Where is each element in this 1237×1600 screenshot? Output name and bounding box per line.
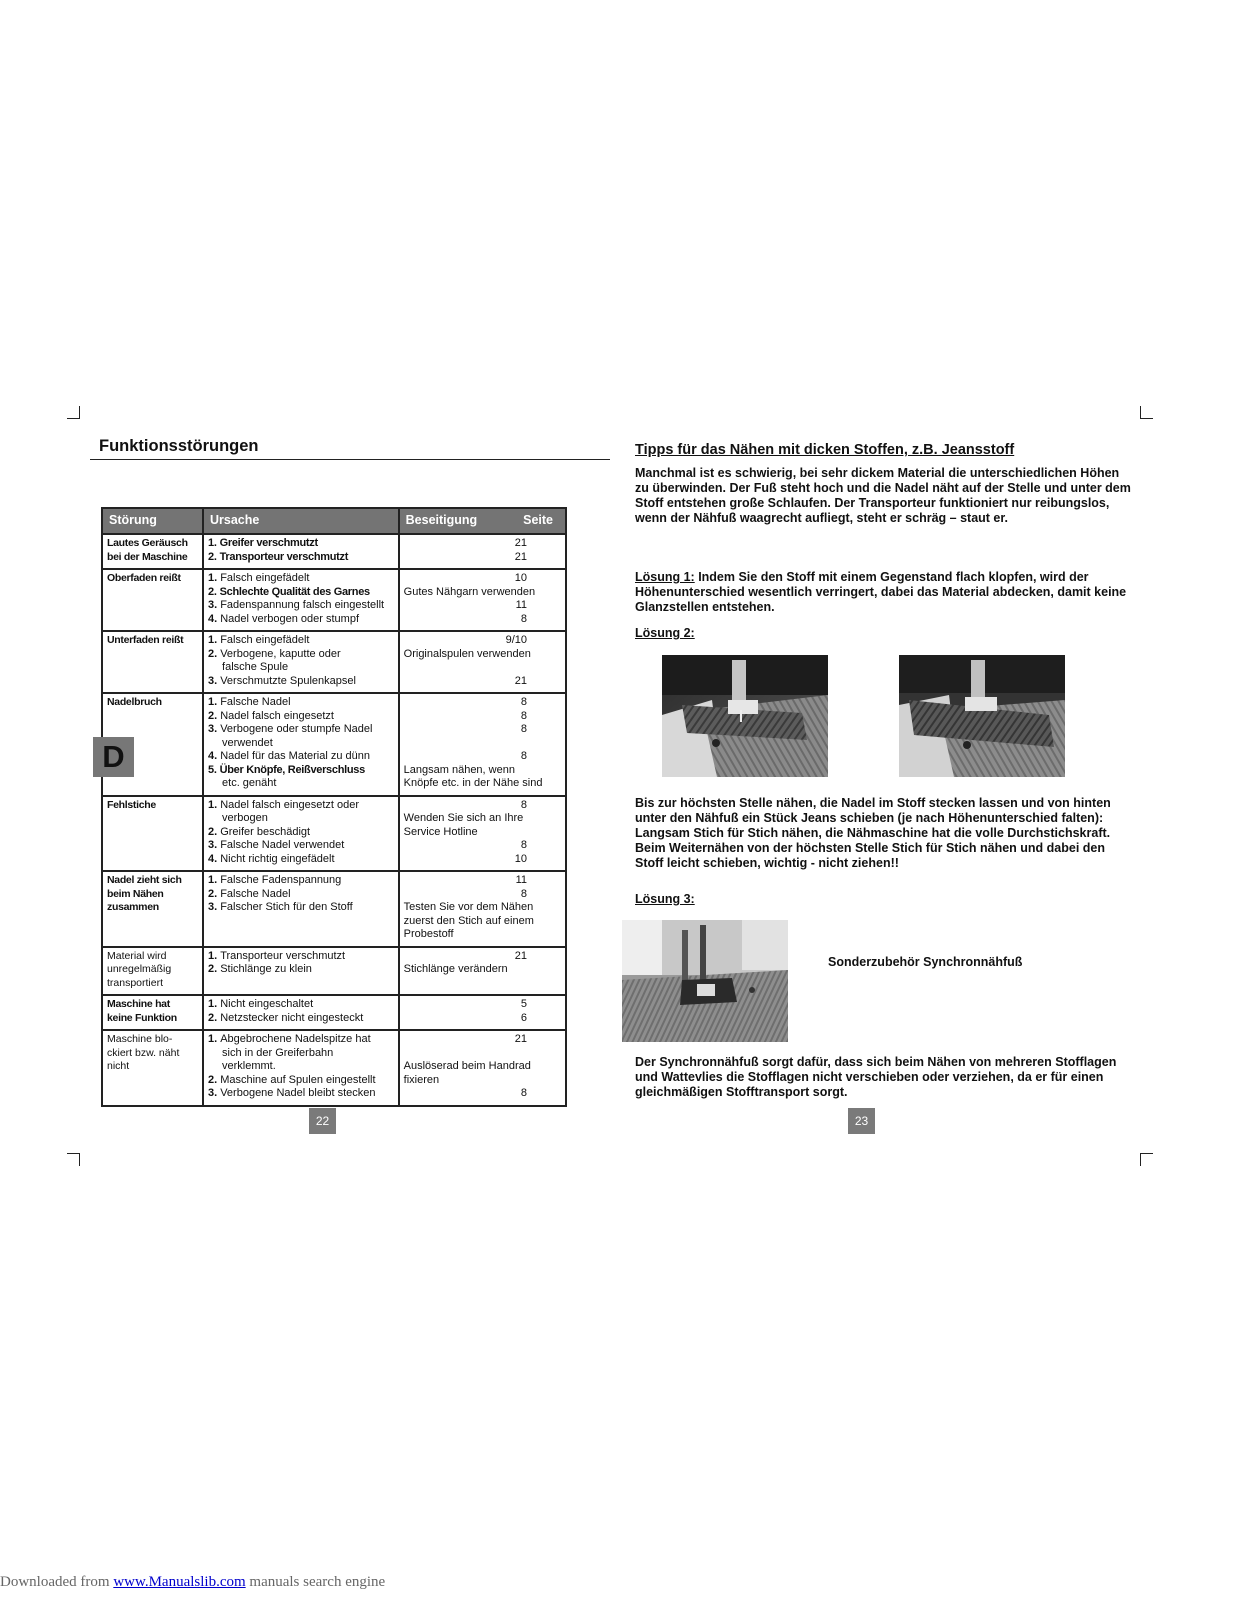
cause-text: Über Knöpfe, Reißverschluss xyxy=(219,763,365,776)
cause-line xyxy=(208,1047,394,1061)
fix-line: 11 xyxy=(515,874,527,886)
fault-line: bei der Maschine xyxy=(107,550,188,563)
solution-2-paragraph: Bis zur höchsten Stelle nähen, die Nadel im Stoff stecken lassen und von hinten unter den Nähfuß ein Stück Jeans schieben (je nach Höhenunterschied falten): Langsam Stich für Stich nähen, die Nähmaschine hat die volle Durchstichskraft. Beim Weiternähen von der höchsten Stelle Stich für Stich nähen und dabei den Stoff leicht schieben, wichtig - nicht ziehen!! xyxy=(635,796,1111,870)
fault-line: beim Nähen xyxy=(107,887,164,900)
cause-number: 2. xyxy=(208,887,218,900)
cause-number: 3. xyxy=(208,901,218,913)
fix-line: fixieren xyxy=(403,1073,440,1086)
cause-number: 1. xyxy=(208,1033,218,1045)
crop-mark-top-right xyxy=(1140,406,1153,419)
page-number-right: 23 xyxy=(848,1108,875,1134)
fix-line xyxy=(404,1047,561,1061)
fix-line: 8 xyxy=(520,709,527,722)
fix-line: 5 xyxy=(520,998,527,1010)
solution-2-label: Lösung 2: xyxy=(635,626,695,640)
fix-line: 8 xyxy=(520,723,527,735)
fix-line: 21 xyxy=(514,949,527,962)
fix-line xyxy=(404,737,561,751)
cause-text: Greifer verschmutzt xyxy=(219,537,318,549)
table-row xyxy=(102,796,566,872)
cause-text: sich in der Greiferbahn xyxy=(222,1046,334,1059)
cause-line xyxy=(208,696,394,710)
fix-line: 10 xyxy=(514,572,527,584)
header-seite: Seite xyxy=(523,513,553,528)
fault-cell xyxy=(102,995,203,1030)
cause-text: Verbogene Nadel bleibt stecken xyxy=(220,1087,376,1099)
cause-text: Falsche Nadel xyxy=(220,887,291,900)
manualslib-link[interactable]: www.Manualslib.com xyxy=(113,1574,246,1590)
fix-line: 9/10 xyxy=(505,634,527,646)
cause-line xyxy=(208,723,394,737)
cause-number: 3. xyxy=(208,599,218,611)
cause-line xyxy=(208,839,394,853)
solution-1-paragraph xyxy=(635,570,1135,615)
fault-cell xyxy=(102,569,203,631)
fix-cell xyxy=(399,871,566,947)
fault-cell xyxy=(102,947,203,996)
cause-number: 1. xyxy=(208,874,218,886)
solution-3-label: Lösung 3: xyxy=(635,892,695,906)
fix-line: 8 xyxy=(520,1087,527,1099)
crop-mark-bottom-left xyxy=(67,1153,80,1166)
cause-line xyxy=(208,764,394,778)
fault-line: keine Funktion xyxy=(107,1011,177,1024)
cause-cell xyxy=(203,871,399,947)
cause-number: 1. xyxy=(208,634,218,646)
fault-line: Unterfaden reißt xyxy=(107,634,184,646)
accessory-caption: Sonderzubehör Synchronnähfuß xyxy=(828,955,1023,969)
photo-synchron-foot xyxy=(622,920,788,1042)
fault-line: Nadelbruch xyxy=(107,696,162,708)
fix-line: Service Hotline xyxy=(403,825,478,838)
cause-line xyxy=(208,750,394,764)
fault-line: Fehlstiche xyxy=(107,798,156,811)
fix-line: 6 xyxy=(520,1011,527,1024)
fix-line xyxy=(404,661,561,675)
cause-text: Transporteur verschmutzt xyxy=(220,949,346,962)
fix-line: Stichlänge verändern xyxy=(403,963,508,975)
cause-text: Schlechte Qualität des Garnes xyxy=(219,585,370,598)
cause-line xyxy=(208,1060,394,1074)
cause-text: Falsche Nadel xyxy=(220,696,291,708)
header-stoerung: Störung xyxy=(102,508,203,534)
troubleshooting-table xyxy=(101,507,567,1107)
cause-line xyxy=(208,675,394,689)
cause-line xyxy=(208,950,394,964)
fault-line: ckiert bzw. näht xyxy=(107,1046,180,1059)
fix-line: 21 xyxy=(514,537,527,549)
table-row xyxy=(102,693,566,796)
fix-line: 21 xyxy=(514,550,527,563)
cause-cell xyxy=(203,631,399,693)
fix-line: Testen Sie vor dem Nähen xyxy=(403,901,534,913)
cause-line xyxy=(208,874,394,888)
footer-suffix: manuals search engine xyxy=(245,1574,386,1590)
cause-number: 1. xyxy=(208,696,218,708)
cause-number: 2. xyxy=(208,1011,218,1024)
cause-text: Nadel verbogen oder stumpf xyxy=(220,612,360,625)
cause-text: verklemmt. xyxy=(222,1060,276,1072)
cause-number: 4. xyxy=(208,612,218,625)
fix-line: 8 xyxy=(520,750,527,762)
fix-cell xyxy=(399,995,566,1030)
fix-line: Auslöserad beim Handrad xyxy=(403,1060,531,1072)
cause-line xyxy=(208,613,394,627)
download-footer xyxy=(0,1574,385,1591)
header-beseitigung-seite xyxy=(399,508,566,534)
cause-number: 3. xyxy=(208,674,218,687)
fault-line: Maschine blo- xyxy=(107,1033,173,1045)
fix-line: Wenden Sie sich an Ihre xyxy=(403,812,524,824)
cause-text: Nadel für das Material zu dünn xyxy=(220,750,371,762)
fix-line: Originalspulen verwenden xyxy=(403,647,531,660)
cause-line xyxy=(208,799,394,813)
fault-line: transportiert xyxy=(107,976,164,989)
cause-line xyxy=(208,998,394,1012)
cause-line xyxy=(208,1012,394,1026)
header-ursache: Ursache xyxy=(203,508,399,534)
cause-line xyxy=(208,586,394,600)
fix-line: 8 xyxy=(520,612,527,625)
cause-text: Nicht eingeschaltet xyxy=(220,998,314,1010)
cause-text: Fadenspannung falsch eingestellt xyxy=(220,599,385,611)
closing-paragraph: Der Synchronnähfuß sorgt dafür, dass sich beim Nähen von mehreren Stofflagen und Wattevlies die Stofflagen nicht verschieben oder verziehen, da er für einen gleichmäßigen Stofftransport sorgt. xyxy=(635,1055,1117,1099)
page-number-left: 22 xyxy=(309,1108,336,1134)
cause-cell xyxy=(203,947,399,996)
crop-mark-top-left xyxy=(67,406,80,419)
cause-number: 1. xyxy=(208,537,217,549)
cause-text: Nicht richtig eingefädelt xyxy=(220,852,335,865)
fault-cell xyxy=(102,1030,203,1106)
cause-text: falsche Spule xyxy=(222,661,289,673)
cause-line xyxy=(208,661,394,675)
title-rule xyxy=(90,459,610,460)
cause-number: 5. xyxy=(208,763,217,776)
language-badge: D xyxy=(93,737,134,777)
cause-text: Abgebrochene Nadelspitze hat xyxy=(220,1033,371,1045)
fault-cell xyxy=(102,534,203,569)
cause-text: Verschmutzte Spulenkapsel xyxy=(220,674,356,687)
cause-line xyxy=(208,901,394,915)
fix-line: Probestoff xyxy=(403,928,454,940)
cause-text: Falsch eingefädelt xyxy=(220,572,310,584)
table-header-row xyxy=(102,508,566,534)
cause-number: 1. xyxy=(208,572,218,584)
cause-text: Falsch eingefädelt xyxy=(220,634,310,646)
cause-text: Transporteur verschmutzt xyxy=(219,550,349,563)
cause-cell xyxy=(203,534,399,569)
cause-line xyxy=(208,963,394,977)
cause-text: Greifer beschädigt xyxy=(220,825,311,838)
cause-line xyxy=(208,737,394,751)
fix-line: 21 xyxy=(514,674,527,687)
cause-text: Verbogene oder stumpfe Nadel xyxy=(220,723,373,735)
cause-cell xyxy=(203,569,399,631)
cause-cell xyxy=(203,995,399,1030)
cause-number: 3. xyxy=(208,839,218,851)
fix-cell xyxy=(399,569,566,631)
cause-cell xyxy=(203,1030,399,1106)
cause-number: 2. xyxy=(208,550,217,563)
fault-line: unregelmäßig xyxy=(107,963,172,975)
cause-number: 2. xyxy=(208,963,218,975)
cause-line xyxy=(208,599,394,613)
fault-line: Material wird xyxy=(107,949,167,962)
cause-line xyxy=(208,572,394,586)
cause-text: Netzstecker nicht eingesteckt xyxy=(220,1011,364,1024)
cause-number: 4. xyxy=(208,852,218,865)
cause-text: verbogen xyxy=(222,812,268,824)
cause-number: 2. xyxy=(208,825,218,838)
cause-number: 1. xyxy=(208,798,218,811)
cause-number: 1. xyxy=(208,998,218,1010)
fault-line: Nadel zieht sich xyxy=(107,874,182,886)
table-row xyxy=(102,871,566,947)
fix-cell xyxy=(399,631,566,693)
cause-line xyxy=(208,1033,394,1047)
cause-text: Verbogene, kaputte oder xyxy=(220,647,341,660)
cause-text: Stichlänge zu klein xyxy=(220,963,312,975)
cause-line xyxy=(208,777,394,791)
fix-line: 21 xyxy=(514,1033,527,1045)
fault-line: Oberfaden reißt xyxy=(107,572,181,584)
cause-number: 4. xyxy=(208,750,218,762)
fix-line: 8 xyxy=(520,887,527,900)
fix-cell xyxy=(399,796,566,872)
cause-number: 1. xyxy=(208,949,218,962)
cause-cell xyxy=(203,796,399,872)
header-beseitigung: Beseitigung xyxy=(405,513,478,528)
right-page-title: Tipps für das Nähen mit dicken Stoffen, z.B. Jeansstoff xyxy=(635,442,1015,458)
fault-cell xyxy=(102,871,203,947)
cause-number: 3. xyxy=(208,1087,218,1099)
cause-line xyxy=(208,537,394,551)
cause-line xyxy=(208,648,394,662)
fix-line: 10 xyxy=(514,852,527,865)
footer-prefix: Downloaded from xyxy=(0,1574,114,1590)
cause-text: verwendet xyxy=(222,736,273,749)
cause-line xyxy=(208,888,394,902)
cause-text: Maschine auf Spulen eingestellt xyxy=(220,1073,376,1086)
cause-number: 2. xyxy=(208,647,218,660)
table-row xyxy=(102,631,566,693)
cause-line xyxy=(208,551,394,565)
fix-cell xyxy=(399,534,566,569)
cause-line xyxy=(208,826,394,840)
photo-jeans-sewing-2 xyxy=(899,655,1065,777)
fault-cell xyxy=(102,631,203,693)
fault-line: Lautes Geräusch xyxy=(107,537,188,549)
fix-line: 8 xyxy=(520,839,527,851)
table-body xyxy=(102,534,566,1106)
fix-cell xyxy=(399,1030,566,1106)
fault-line: zusammen xyxy=(107,901,159,913)
cause-text: Falsche Fadenspannung xyxy=(220,874,342,886)
photo-jeans-sewing-1 xyxy=(662,655,828,777)
fix-line: zuerst den Stich auf einem xyxy=(403,914,534,927)
cause-text: Falsche Nadel verwendet xyxy=(220,839,345,851)
cause-line xyxy=(208,853,394,867)
table-row xyxy=(102,995,566,1030)
cause-number: 2. xyxy=(208,585,217,598)
fault-line: nicht xyxy=(107,1060,130,1072)
left-page-title: Funktionsstörungen xyxy=(99,437,259,455)
cause-number: 2. xyxy=(208,1073,218,1086)
table-row xyxy=(102,947,566,996)
fix-line: Gutes Nähgarn verwenden xyxy=(403,585,536,598)
solution-1-text: Indem Sie den Stoff mit einem Gegenstand flach klopfen, wird der Höhenunterschied wesentlich verringert, dabei das Material abdecken, damit keine Glanzstellen entstehen. xyxy=(635,570,1127,614)
fix-line: Knöpfe etc. in der Nähe sind xyxy=(403,777,543,789)
fix-line: 11 xyxy=(515,599,527,611)
fault-cell xyxy=(102,796,203,872)
fix-cell xyxy=(399,693,566,796)
cause-text: etc. genäht xyxy=(222,777,277,789)
fault-line: Maschine hat xyxy=(107,998,170,1010)
table-row xyxy=(102,1030,566,1106)
fix-line: 8 xyxy=(520,798,527,811)
cause-line xyxy=(208,634,394,648)
fix-line: 8 xyxy=(520,696,527,708)
solution-1-label: Lösung 1: xyxy=(635,570,695,584)
fix-line: Langsam nähen, wenn xyxy=(403,763,515,776)
cause-line xyxy=(208,710,394,724)
cause-line xyxy=(208,1074,394,1088)
cause-number: 3. xyxy=(208,723,218,735)
cause-cell xyxy=(203,693,399,796)
crop-mark-bottom-right xyxy=(1140,1153,1153,1166)
table-row xyxy=(102,569,566,631)
intro-paragraph: Manchmal ist es schwierig, bei sehr dickem Material die unterschiedlichen Höhen zu überwinden. Der Fuß steht hoch und die Nadel näht auf der Stelle und unter dem Stoff entstehen große Schlaufen. Der Transporteur funktioniert nur reibungslos, wenn der Nähfuß waagrecht aufliegt, steht er schräg – staut er. xyxy=(635,466,1131,525)
fix-cell xyxy=(399,947,566,996)
cause-text: Nadel falsch eingesetzt xyxy=(220,709,334,722)
cause-number: 2. xyxy=(208,709,218,722)
cause-line xyxy=(208,1087,394,1101)
cause-text: Nadel falsch eingesetzt oder xyxy=(220,798,360,811)
table-row xyxy=(102,534,566,569)
cause-text: Falscher Stich für den Stoff xyxy=(220,901,353,913)
cause-line xyxy=(208,812,394,826)
